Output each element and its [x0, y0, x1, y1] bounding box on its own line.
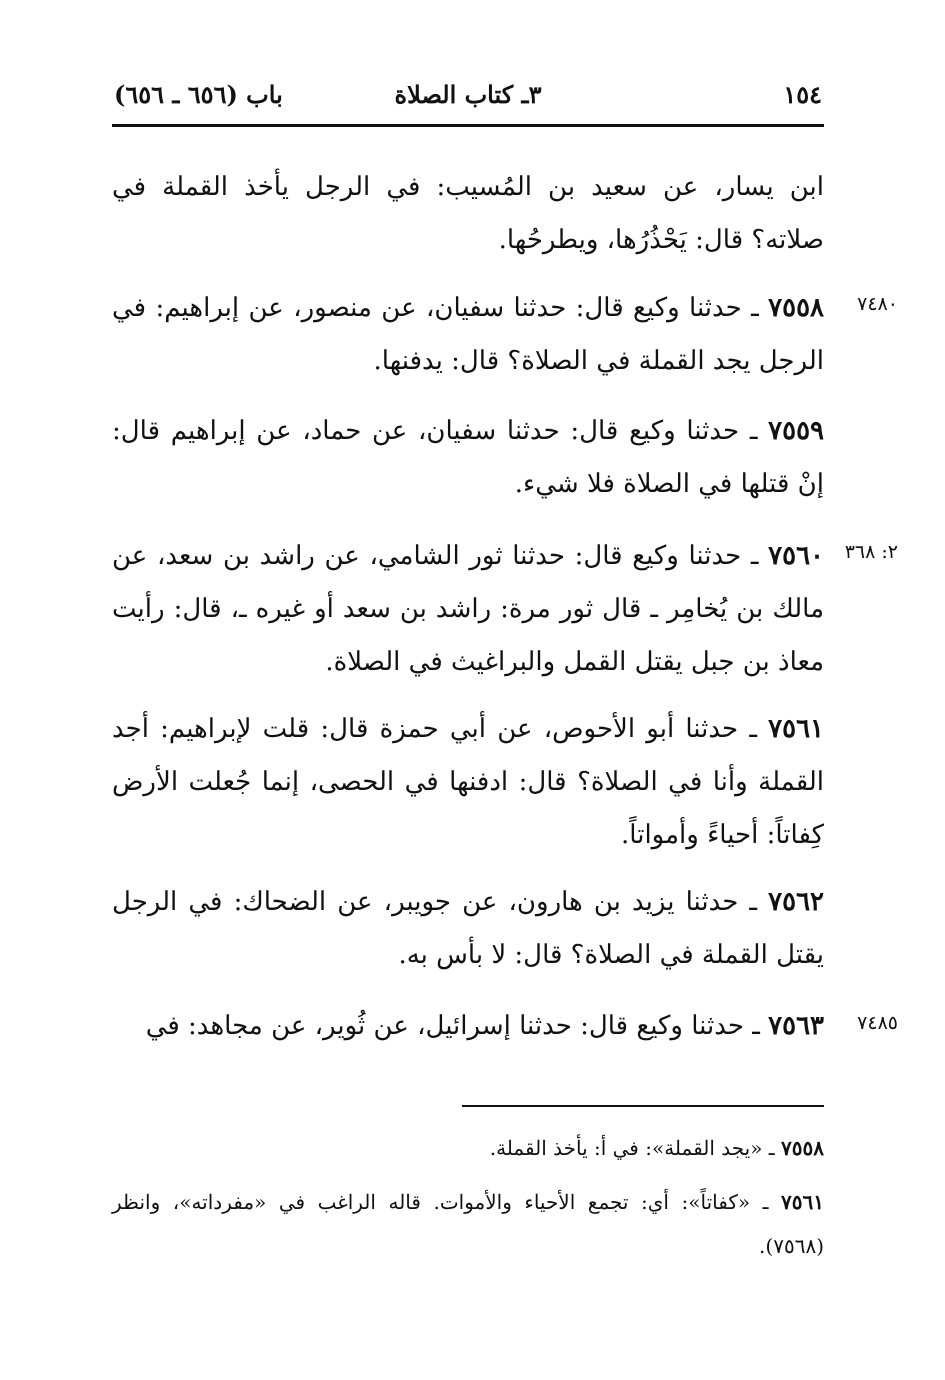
margin-reference: ٧٤٨٠ — [857, 293, 898, 315]
page-number: ١٥٤ — [783, 80, 822, 109]
hadith-number: ٧٥٦٠ — [768, 541, 824, 571]
hadith-entry — [112, 703, 824, 862]
footnote-separator — [462, 1105, 824, 1107]
hadith-entry — [112, 876, 824, 982]
hadith-number: ٧٥٥٩ — [768, 416, 825, 446]
header-rule — [112, 124, 824, 127]
footnote — [112, 1180, 824, 1268]
margin-reference: ٢: ٣٦٨ — [844, 541, 898, 563]
footnote — [112, 1126, 824, 1170]
hadith-entry — [112, 282, 824, 388]
hadith-text: ـ حدثنا وكيع قال: حدثنا سفيان، عن حماد، عن إبراهيم قال: إنْ قتلها في الصلاة فلا شيء. — [112, 416, 824, 499]
hadith-text: ـ حدثنا يزيد بن هارون، عن جويبر، عن الضحاك: في الرجل يقتل القملة في الصلاة؟ قال: لا بأس به. — [112, 887, 824, 970]
book-title: ٣ـ كتاب الصلاة — [394, 80, 542, 109]
hadith-entry — [112, 405, 824, 511]
margin-reference: ٧٤٨٥ — [857, 1012, 898, 1034]
footnote-text: ـ «يجد القملة»: في أ: يأخذ القملة. — [489, 1136, 782, 1160]
running-header — [112, 76, 824, 122]
hadith-number: ٧٥٦١ — [768, 714, 824, 744]
hadith-entry — [112, 530, 824, 689]
footnote-text: ـ «كفاتاً»: أي: تجمع الأحياء والأموات. قاله الراغب في «مفرداته»، وانظر (٧٥٦٨). — [112, 1190, 824, 1258]
hadith-number: ٧٥٦٣ — [768, 1011, 824, 1041]
footnote-number: ٧٥٦١ — [781, 1190, 824, 1214]
chapter-range: باب (٦٥٦ ـ ٦٥٦) — [114, 80, 283, 109]
hadith-text: ـ حدثنا وكيع قال: حدثنا إسرائيل، عن ثُوير، عن مجاهد: في — [145, 1011, 769, 1041]
hadith-number: ٧٥٥٨ — [768, 293, 824, 323]
hadith-text: ـ حدثنا وكيع قال: حدثنا ثور الشامي، عن راشد بن سعد، عن مالك بن يُخامِر ـ قال ثور مرة: راشد بن سعد أو غيره ـ، قال: رأيت معاذ بن جبل يقتل القمل والبراغيث في الصلاة. — [112, 541, 824, 677]
footnote-number: ٧٥٥٨ — [781, 1136, 824, 1160]
hadith-number: ٧٥٦٢ — [768, 887, 824, 917]
hadith-continuation — [112, 161, 824, 267]
hadith-text: ـ حدثنا وكيع قال: حدثنا سفيان، عن منصور، عن إبراهيم: في الرجل يجد القملة في الصلاة؟ قال: يدفنها. — [112, 293, 824, 376]
hadith-text: ابن يسار، عن سعيد بن المُسيب: في الرجل يأخذ القملة في صلاته؟ قال: يَحْذُرُها، ويطرحُها. — [112, 172, 824, 255]
hadith-text: ـ حدثنا أبو الأحوص، عن أبي حمزة قال: قلت لإبراهيم: أجد القملة وأنا في الصلاة؟ قال: ادفنها في الحصى، إنما جُعلت الأرض كِفاتاً: أحياءً وأمواتاً. — [112, 714, 824, 850]
hadith-entry — [112, 1000, 824, 1053]
